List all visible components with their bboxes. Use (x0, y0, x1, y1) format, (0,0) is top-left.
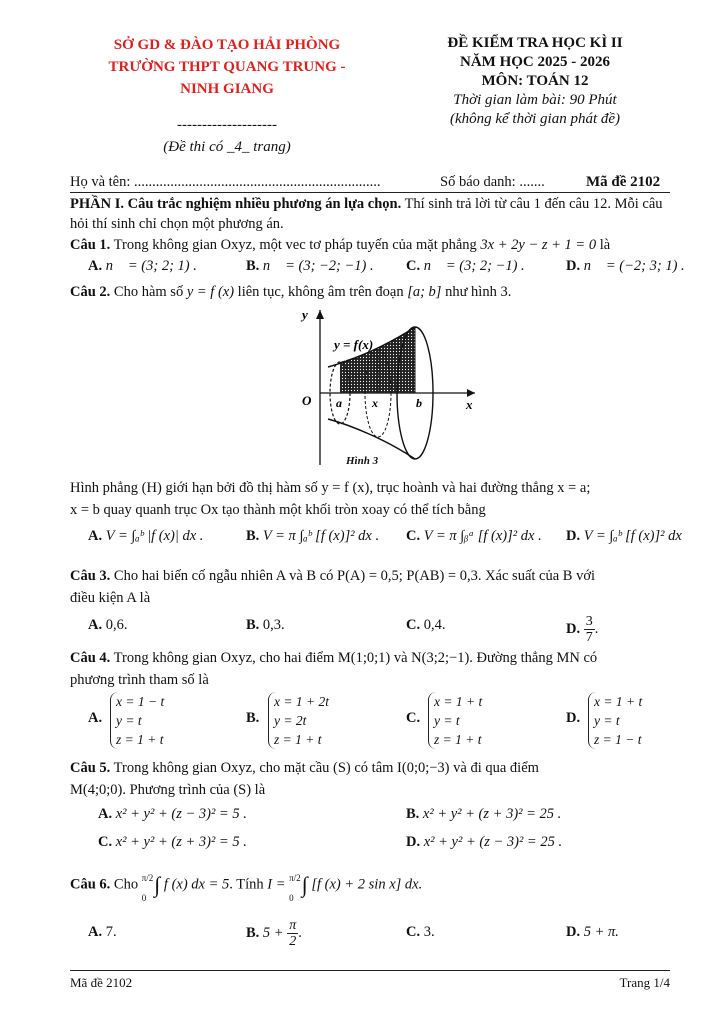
question-3 (70, 566, 680, 586)
svg-text:a: a (336, 396, 342, 410)
q2-function: y = f (x) (186, 284, 235, 300)
q2-text2: liên tục, không âm trên đoạn (237, 284, 404, 300)
header-left (82, 34, 372, 158)
department-name: SỞ GD & ĐÀO TẠO HẢI PHÒNG (113, 37, 341, 53)
footer-code: Mã đề 2102 (70, 975, 133, 990)
q5-label: Câu 5. (70, 760, 111, 776)
svg-text:x: x (372, 396, 378, 410)
school-name-cont: NINH GIANG (180, 81, 274, 97)
part1-intro (70, 194, 680, 234)
svg-text:b: b (416, 396, 422, 410)
q5-text: Trong không gian Oxyz, cho mặt cầu (S) có tâm I(0;0;−3) và đi qua điểm (113, 760, 539, 776)
sbd-label: Số báo danh: ....... (440, 174, 545, 190)
student-info (70, 174, 680, 194)
q3-option-a[interactable]: A. 0,6. (88, 617, 128, 633)
q2-body-2: x = b quay quanh trục Ox tạo thành một khối tròn xoay có thể tích bằng (70, 502, 486, 518)
name-label: Họ và tên: .................................................................... (70, 174, 381, 190)
footer-page: Trang 1/4 (619, 975, 670, 990)
q3-option-b[interactable]: B. 0,3. (246, 617, 285, 633)
q1-tail: là (599, 237, 611, 253)
q4-option-b[interactable]: B. (246, 710, 260, 726)
q4-option-d[interactable]: D. (566, 710, 581, 726)
q6-option-d[interactable]: D. 5 + π. (566, 924, 619, 940)
q6-option-c[interactable]: C. 3. (406, 924, 435, 940)
q1-text: Trong không gian Oxyz, một vec tơ pháp tuyến của mặt phẳng (113, 237, 477, 253)
q1-option-c[interactable]: C. n⃗ = (3; 2; −1) . (406, 258, 525, 274)
question-5 (70, 758, 680, 778)
svg-text:O: O (302, 393, 312, 408)
q5-option-b[interactable]: B. x² + y² + (z + 3)² = 25 . (406, 806, 562, 822)
question-2 (70, 282, 680, 302)
part1-desc: Thí sinh trả lời từ câu 1 đến câu 12. Mỗi câu hỏi thí sinh chỉ chọn một phương án. (70, 196, 663, 232)
header-right (420, 34, 650, 129)
curve-label: y = f(x) (334, 337, 374, 352)
q2-interval: [a; b] (407, 284, 442, 300)
time-limit: Thời gian làm bài: 90 Phút (453, 92, 617, 108)
part1-title: PHẦN I. Câu trắc nghiệm nhiều phương án lựa chọn. (70, 196, 402, 212)
q1-option-a[interactable]: A. n⃗ = (3; 2; 1) . (88, 258, 197, 274)
q4-system-a: x = 1 − t y = t z = 1 + t (110, 692, 164, 749)
q3-option-c[interactable]: C. 0,4. (406, 617, 446, 633)
q3-option-d[interactable]: D. $\frac{3}{7}$ . (566, 614, 599, 645)
q1-option-b[interactable]: B. n⃗ = (3; −2; −1) . (246, 258, 374, 274)
page-count: (Đề thi có _4_ trang) (163, 139, 291, 155)
q3-options (88, 614, 678, 644)
q1-equation: 3x + 2y − z + 1 = 0 (480, 237, 597, 253)
q6-options (88, 918, 678, 954)
q2-label: Câu 2. (70, 284, 111, 300)
figure-3 (290, 305, 480, 475)
q6-text1: Cho (113, 876, 139, 893)
q2-text3: như hình 3. (445, 284, 512, 300)
q4-label: Câu 4. (70, 650, 111, 666)
q3-label: Câu 3. (70, 568, 111, 584)
q4-system-d: x = 1 + t y = t z = 1 − t (588, 692, 642, 749)
svg-text:y: y (302, 307, 308, 322)
q5-text-2: M(4;0;0). Phương trình của (S) là (70, 782, 266, 798)
q6-option-b[interactable]: B. 5 + $\frac{\pi}{2}$ . (246, 918, 302, 949)
q4-system-c: x = 1 + t y = t z = 1 + t (428, 692, 482, 749)
q5-options-row2 (88, 834, 678, 856)
q4-text: Trong không gian Oxyz, cho hai điểm M(1;0;1) và N(3;2;−1). Đường thẳng MN có (113, 650, 598, 666)
q5-option-d[interactable]: D. x² + y² + (z − 3)² = 25 . (406, 834, 563, 850)
q4-text-2: phương trình tham số là (70, 672, 209, 688)
figure-caption: Hình 3 (346, 455, 379, 467)
q2-option-b[interactable]: B. V = π ∫ₐᵇ [f (x)]² dx . (246, 528, 380, 544)
q2-option-a[interactable]: A. V = ∫ₐᵇ |f (x)| dx . (88, 528, 204, 544)
school-year: NĂM HỌC 2025 - 2026 (460, 54, 610, 70)
q2-option-c[interactable]: C. V = π ∫ᵦᵃ [f (x)]² dx . (406, 528, 542, 544)
q4-option-a[interactable]: A. (88, 710, 103, 726)
q6-integral-2: [f (x) + 2 sin x] dx. (311, 876, 423, 893)
q2-body-1: Hình phẳng (H) giới hạn bởi đồ thị hàm số y = f (x), trục hoành và hai đường thẳng x = a; (70, 480, 591, 496)
subject: MÔN: TOÁN 12 (481, 73, 589, 89)
question-4 (70, 648, 680, 668)
exam-title: ĐỀ KIỂM TRA HỌC KÌ II (447, 35, 623, 51)
q6-label: Câu 6. (70, 876, 111, 893)
svg-text:x: x (466, 397, 473, 412)
q1-options (88, 258, 685, 280)
q4-system-b: x = 1 + 2t y = 2t z = 1 + t (268, 692, 329, 749)
q5-options-row1 (88, 806, 678, 828)
question-6: Câu 6. Cho π/2 0 ∫ f (x) dx = 5. Tính I = π/2 0 ∫ [f (x) + 2 sin x] dx. (70, 872, 423, 903)
q2-text: Cho hàm số (113, 284, 184, 300)
q6-option-a[interactable]: A. 7. (88, 924, 117, 940)
q4-options (88, 692, 678, 754)
question-1 (70, 235, 680, 255)
q2-option-d[interactable]: D. V = ∫ₐᵇ [f (x)]² dx (566, 528, 682, 544)
separator-line (70, 192, 670, 193)
q3-text-2: điều kiện A là (70, 590, 151, 606)
time-note: (không kể thời gian phát đề) (449, 111, 621, 127)
q3-text: Cho hai biến cố ngẫu nhiên A và B có P(A) = 0,5; P(AB) = 0,3. Xác suất của B với (113, 568, 596, 584)
divider-dashes: -------------------- (177, 117, 277, 133)
q6-integral-1: f (x) dx = 5 (163, 876, 230, 893)
q2-options (88, 528, 682, 554)
school-name: TRƯỜNG THPT QUANG TRUNG - (108, 59, 346, 75)
q5-option-a[interactable]: A. x² + y² + (z − 3)² = 5 . (98, 806, 247, 822)
q4-option-c[interactable]: C. (406, 710, 421, 726)
q1-option-d[interactable]: D. n⃗ = (−2; 3; 1) . (566, 258, 685, 274)
q5-option-c[interactable]: C. x² + y² + (z + 3)² = 5 . (98, 834, 247, 850)
q1-label: Câu 1. (70, 237, 111, 253)
footer-line (70, 970, 670, 971)
exam-code: Mã đề 2102 (586, 174, 661, 190)
